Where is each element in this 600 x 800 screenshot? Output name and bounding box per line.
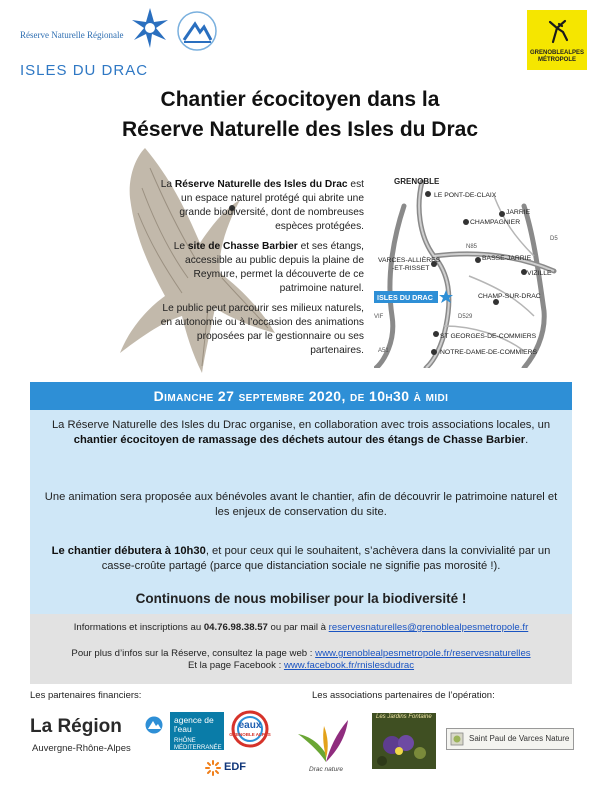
intro-paragraph-1: La Réserve Naturelle des Isles du Drac est un espace naturel protégé qui abrite une grande biodiversité, dont de nombreuses espèces protégées.	[160, 179, 364, 232]
page-title-line1: Chantier écocitoyen dans la	[160, 88, 440, 111]
eaux-label: eaux	[238, 720, 262, 731]
drac-nature-logo-icon	[296, 712, 356, 764]
map-label-a51: A51	[378, 348, 389, 354]
map-label-varces: VARCES-ALLIÈRES	[378, 257, 441, 264]
region-name: La Région	[30, 716, 122, 737]
map-label-champagnier: CHAMPAGNIER	[470, 219, 521, 226]
agence-eau-sub: RHÔNE MÉDITERRANÉE CORSE	[174, 738, 222, 758]
map-label-d529: D529	[458, 314, 473, 320]
map-label-st-georges: ST GEORGES-DE-COMMIERS	[440, 333, 537, 340]
reserve-name: ISLES DU DRAC	[20, 62, 149, 79]
facebook-line: Et la page Facebook : www.facebook.fr/rnislesdudrac	[187, 660, 415, 671]
edf-text: EDF	[224, 761, 246, 773]
drac-nature-label: Drac nature	[309, 766, 343, 773]
eaux-sub-label: GRENOBLE ALPES	[229, 732, 271, 737]
region-mountain-icon	[145, 716, 163, 734]
map-label-et-risset: -ET-RISSET	[392, 265, 430, 272]
facebook-link[interactable]: www.facebook.fr/rnislesdudrac	[283, 660, 415, 671]
intro-paragraph-2: Le site de Chasse Barbier et ses étangs, accessible au public depuis la plaine de Reymure, permet la découverte de ce patrimoine naturel.	[173, 241, 364, 294]
event-info-box	[30, 410, 572, 614]
map-label-vizille: VIZILLE	[527, 270, 552, 277]
st-paul-logo	[446, 728, 574, 750]
event-paragraph-1: La Réserve Naturelle des Isles du Drac organise, en collaboration avec trois associations locales, un chantier écocitoyen de ramassage des déchets autour des étangs de Chasse Barbier.	[51, 419, 551, 446]
metro-line2: MÉTROPOLE	[537, 57, 576, 63]
metropole-logo	[527, 10, 587, 70]
map-label-d5: D5	[550, 236, 558, 242]
region-logo	[30, 710, 165, 756]
financial-partners-label: Les partenaires financiers:	[30, 690, 142, 701]
contact-info-line: Informations et inscriptions au 04.76.98.38.57 ou par mail à reservesnaturelles@grenoblealpesmetropole.fr	[73, 622, 529, 633]
event-paragraph-3: Le chantier débutera à 10h30, et pour ceux qui le souhaitent, s’achèvera dans la convivialité par un casse-croûte partagé (parce que distanciation sociale ne signifie pas morosité !).	[51, 545, 551, 572]
event-date-banner: Dimanche 27 septembre 2020, de 10h30 à midi	[30, 382, 572, 410]
eaux-grenoble-logo-icon	[228, 708, 272, 750]
edf-sun-icon	[205, 760, 221, 776]
phone-number: 04.76.98.38.57	[203, 622, 268, 633]
jardins-flowers-photo	[372, 713, 436, 769]
event-paragraph-2: Une animation sera proposée aux bénévoles avant le chantier, afin de découvrir le patrimoine naturel et les enjeux de conservation du site.	[44, 491, 558, 518]
contact-box	[30, 614, 572, 684]
metro-line1: GRENOBLEALPES	[529, 50, 584, 56]
edf-logo	[205, 760, 265, 778]
metro-figure-icon	[547, 18, 569, 44]
st-paul-label: Saint Paul de Varces Nature	[469, 734, 570, 743]
star-icon	[128, 6, 172, 50]
st-paul-emblem-icon	[450, 732, 464, 746]
map-label-notre-dame: NOTRE-DAME-DE-COMMIERS	[440, 349, 538, 356]
alps-circle-icon	[176, 10, 218, 52]
region-subname: Auvergne-Rhône-Alpes	[32, 743, 131, 754]
map-label-n85: N85	[466, 244, 478, 250]
map-label-pont-de-claix: LE PONT-DE-CLAIX	[434, 192, 497, 199]
page-title-line2: Réserve Naturelle des Isles du Drac	[121, 118, 478, 141]
map-label-isles-du-drac: ISLES DU DRAC	[377, 293, 433, 302]
website-link[interactable]: www.grenoblealpesmetropole.fr/reservesnaturelles	[315, 648, 531, 659]
map-label-jarrie: JARRIE	[506, 209, 531, 216]
reserve-subtitle: Réserve Naturelle Régionale	[20, 30, 124, 40]
email-link[interactable]: reservesnaturelles@grenoblealpesmetropole.fr	[328, 622, 529, 633]
event-slogan: Continuons de nous mobiliser pour la biodiversité !	[135, 591, 467, 606]
website-line: Pour plus d’infos sur la Réserve, consultez la page web : www.grenoblealpesmetropole.fr/reservesnaturelles	[71, 648, 531, 659]
association-partners-label: Les associations partenaires de l’opération:	[312, 690, 495, 701]
location-map	[374, 176, 579, 368]
map-label-grenoble: GRENOBLE	[394, 177, 440, 186]
map-label-champ-sur-drac: CHAMP-SUR-DRAC	[478, 293, 541, 300]
map-label-vif: VIF	[374, 314, 384, 320]
map-label-basse-jarrie: BASSE-JARRIE	[482, 255, 532, 262]
agence-eau-logo	[170, 712, 224, 758]
jardins-title: Les Jardins Fontaine	[376, 714, 432, 720]
agence-eau-name: agence de l'eau	[174, 715, 214, 734]
intro-paragraph-3: Le public peut parcourir ses milieux naturels, en autonomie ou à l’occasion des animations proposées par le gestionnaire ou ses partenaires.	[160, 303, 364, 356]
